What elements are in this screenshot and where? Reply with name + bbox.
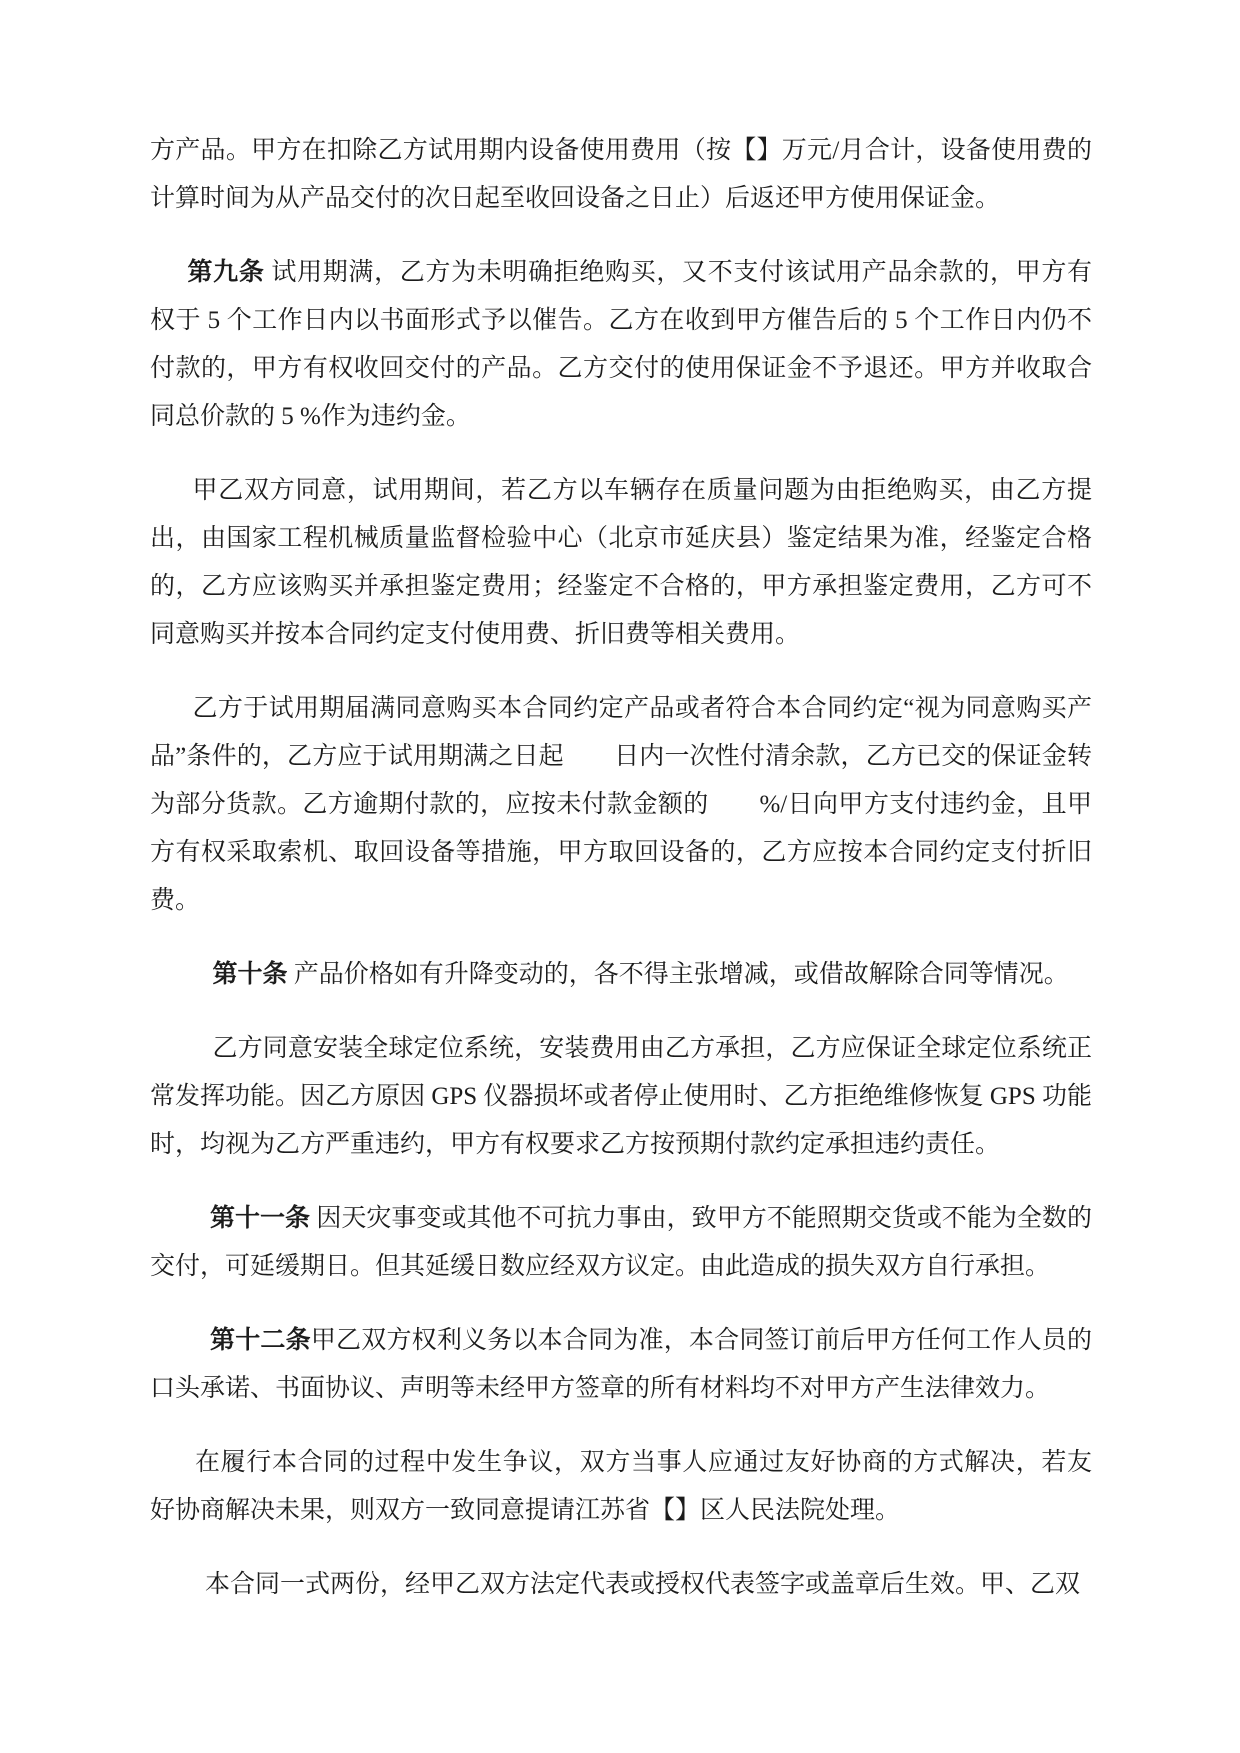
clause-text: 试用期满，乙方为未明确拒绝购买，又不支付该试用产品余款的，甲方有权于 5 个工作日内以书面形式予以催告。乙方在收到甲方催告后的 5 个工作日内仍不付款的，甲方有权收回交付的产品。乙方交付的使用保证金不予退还。甲方并收取合同总价款的 5 %作为违约金。 — [150, 259, 1092, 430]
clause-8-continuation — [150, 127, 1092, 223]
clause-11 — [150, 1195, 1092, 1291]
clause-9-balance-payment — [150, 685, 1092, 925]
clause-9 — [150, 249, 1092, 441]
clause-number-label: 第九条 — [187, 259, 265, 286]
clause-text: 方产品。甲方在扣除乙方试用期内设备使用费用（按【】万元/月合计，设备使用费的计算时间为从产品交付的次日起至收回设备之日止）后返还甲方使用保证金。 — [150, 137, 1092, 212]
dispute-resolution — [150, 1439, 1092, 1535]
clause-text: 乙方于试用期届满同意购买本合同约定产品或者符合本合同约定“视为同意购买产品”条件的，乙方应于试用期满之日起 日内一次性付清余款，乙方已交的保证金转为部分货款。乙方逾期付款的，应按未付款金额的 %/日向甲方支付违约金，且甲方有权采取索机、取回设备等措施，甲方取回设备的，乙方应按本合同约定支付折旧费。 — [150, 695, 1092, 914]
clause-10 — [150, 951, 1092, 999]
effectiveness-continued — [150, 1561, 1092, 1609]
clause-9-quality-dispute — [150, 467, 1092, 659]
clause-10-gps — [150, 1025, 1092, 1169]
clause-12 — [150, 1317, 1092, 1413]
clause-text: 甲乙双方同意，试用期间，若乙方以车辆存在质量问题为由拒绝购买，由乙方提出，由国家工程机械质量监督检验中心（北京市延庆县）鉴定结果为准，经鉴定合格的，乙方应该购买并承担鉴定费用；经鉴定不合格的，甲方承担鉴定费用，乙方可不同意购买并按本合同约定支付使用费、折旧费等相关费用。 — [150, 477, 1092, 648]
clause-text: 乙方同意安装全球定位系统，安装费用由乙方承担，乙方应保证全球定位系统正常发挥功能。因乙方原因 GPS 仪器损坏或者停止使用时、乙方拒绝维修恢复 GPS 功能时，均视为乙方严重违约，甲方有权要求乙方按预期付款约定承担违约责任。 — [150, 1035, 1092, 1158]
clause-text: 本合同一式两份，经甲乙双方法定代表或授权代表签字或盖章后生效。甲、乙双 — [205, 1571, 1081, 1598]
clause-text: 在履行本合同的过程中发生争议，双方当事人应通过友好协商的方式解决，若友好协商解决未果，则双方一致同意提请江苏省【】区人民法院处理。 — [150, 1449, 1092, 1524]
clause-text: 甲乙双方权利义务以本合同为准，本合同签订前后甲方任何工作人员的口头承诺、书面协议、声明等未经甲方签章的所有材料均不对甲方产生法律效力。 — [150, 1327, 1092, 1402]
clause-text: 因天灾事变或其他不可抗力事由，致甲方不能照期交货或不能为全数的交付，可延缓期日。但其延缓日数应经双方议定。由此造成的损失双方自行承担。 — [150, 1205, 1092, 1280]
clause-number-label: 第十二条 — [210, 1327, 311, 1354]
clause-number-label: 第十一条 — [210, 1205, 311, 1232]
contract-body — [150, 127, 1092, 1609]
clause-text: 产品价格如有升降变动的，各不得主张增减，或借故解除合同等情况。 — [293, 961, 1069, 988]
clause-number-label: 第十条 — [212, 961, 288, 988]
